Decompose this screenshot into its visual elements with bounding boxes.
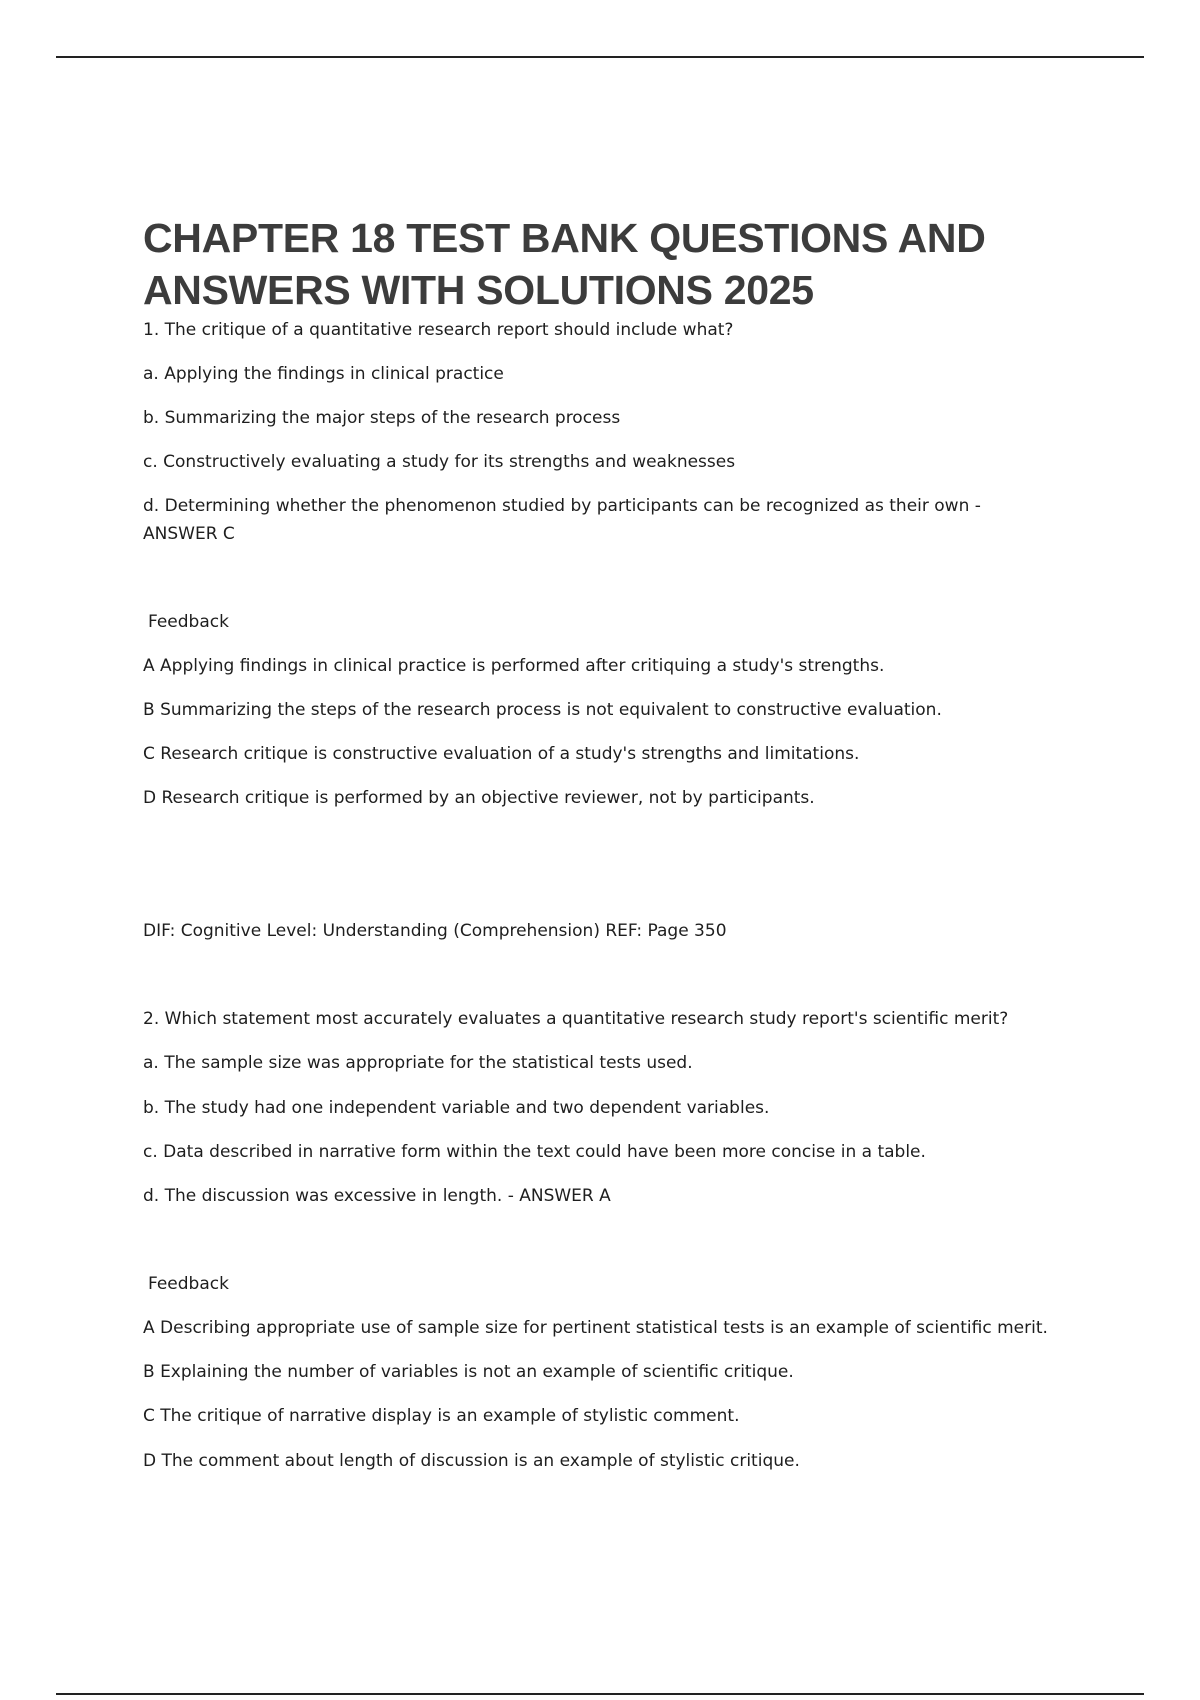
bottom-rule	[56, 1693, 1144, 1695]
q2-feedback-b: B Explaining the number of variables is not an example of scientific critique.	[143, 1362, 794, 1382]
q1-feedback-b: B Summarizing the steps of the research process is not equivalent to constructive evaluation.	[143, 700, 942, 720]
q1-option-b: b. Summarizing the major steps of the research process	[143, 408, 621, 428]
question-2: 2. Which statement most accurately evaluates a quantitative research study report's scientific merit?	[143, 1009, 1009, 1029]
q2-feedback-d: D The comment about length of discussion is an example of stylistic critique.	[143, 1451, 800, 1471]
q1-feedback-label: Feedback	[148, 612, 229, 632]
q1-feedback-c: C Research critique is constructive evaluation of a study's strengths and limitations.	[143, 744, 860, 764]
q1-option-c: c. Constructively evaluating a study for its strengths and weaknesses	[143, 452, 736, 472]
top-rule	[56, 56, 1144, 58]
q1-feedback-d: D Research critique is performed by an objective reviewer, not by participants.	[143, 788, 815, 808]
question-1: 1. The critique of a quantitative research report should include what?	[143, 320, 734, 340]
q2-option-b: b. The study had one independent variable and two dependent variables.	[143, 1098, 770, 1118]
q2-option-a: a. The sample size was appropriate for the statistical tests used.	[143, 1053, 693, 1073]
document-title: CHAPTER 18 TEST BANK QUESTIONS AND ANSWERS WITH SOLUTIONS 2025	[143, 215, 986, 313]
q2-feedback-c: C The critique of narrative display is an example of stylistic comment.	[143, 1406, 740, 1426]
q1-feedback-a: A Applying findings in clinical practice is performed after critiquing a study's strengths.	[143, 656, 885, 676]
q1-option-d: d. Determining whether the phenomenon studied by participants can be recognized as their own - ANSWER C	[143, 496, 981, 544]
q1-difficulty-reference: DIF: Cognitive Level: Understanding (Comprehension) REF: Page 350	[143, 921, 727, 941]
q2-feedback-a: A Describing appropriate use of sample size for pertinent statistical tests is an example of scientific merit.	[143, 1318, 1048, 1338]
q2-feedback-label: Feedback	[148, 1274, 229, 1294]
q1-option-a: a. Applying the findings in clinical practice	[143, 364, 504, 384]
q2-option-c: c. Data described in narrative form within the text could have been more concise in a table.	[143, 1142, 926, 1162]
q2-option-d: d. The discussion was excessive in length. - ANSWER A	[143, 1186, 611, 1206]
